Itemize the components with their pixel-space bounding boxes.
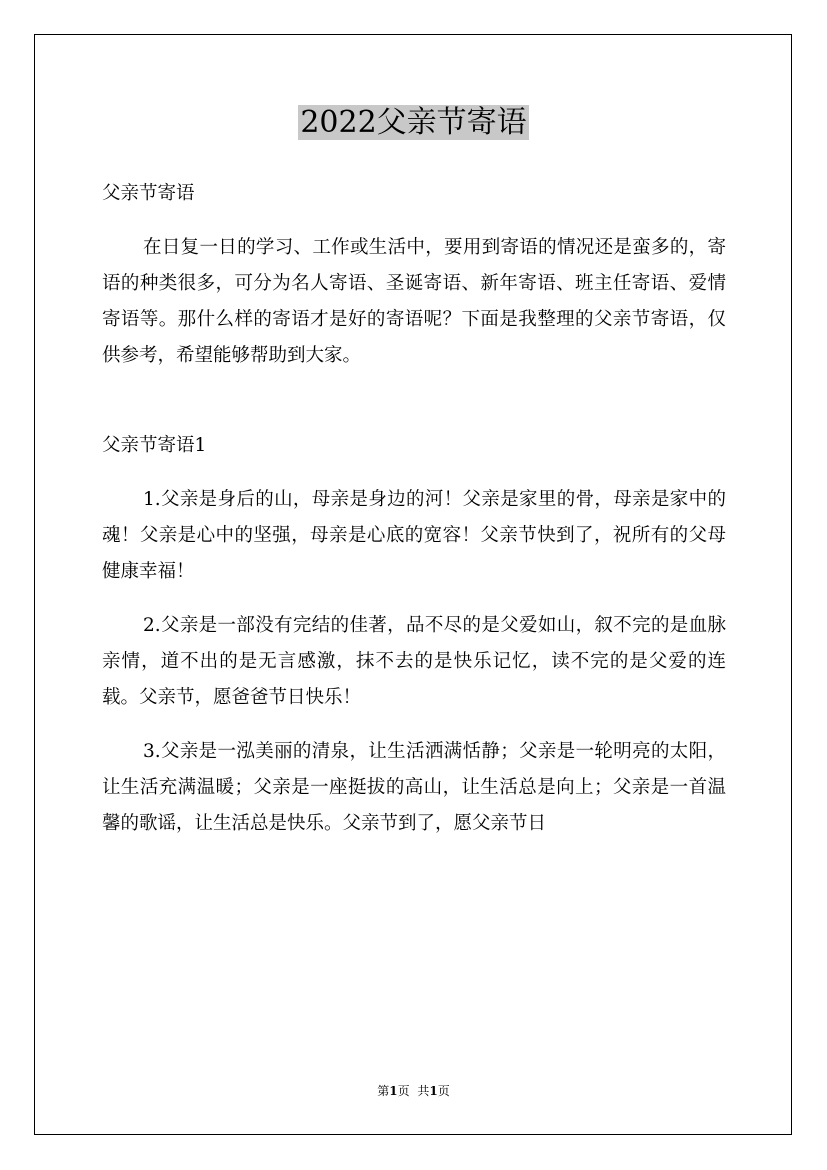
total-prefix: 共 — [417, 1084, 430, 1098]
page-prefix: 第 — [377, 1084, 390, 1098]
message-item-1: 1.父亲是身后的山，母亲是身边的河！父亲是家里的骨，母亲是家中的魂！父亲是心中的坚强，母亲是心底的宽容！父亲节快到了，祝所有的父母健康幸福！ — [102, 489, 726, 582]
message-item-2: 2.父亲是一部没有完结的佳著，品不尽的是父爱如山，叙不完的是血脉亲情，道不出的是无言感激，抹不去的是快乐记忆，读不完的是父爱的连载。父亲节，愿爸爸节日快乐！ — [102, 615, 726, 708]
page-footer — [0, 1083, 827, 1099]
page-current: 1 — [389, 1084, 398, 1098]
document-body — [102, 176, 726, 860]
total-suffix: 页 — [437, 1084, 450, 1098]
document-title — [0, 103, 827, 143]
subheading-1: 父亲节寄语1 — [102, 435, 207, 456]
title-text: 2022父亲节寄语 — [300, 105, 527, 140]
page-suffix: 页 — [397, 1084, 410, 1098]
message-item-3: 3.父亲是一泓美丽的清泉，让生活洒满恬静；父亲是一轮明亮的太阳，让生活充满温暖；父亲是一座挺拔的高山，让生活总是向上；父亲是一首温馨的歌谣，让生活总是快乐。父亲节到了，愿父亲节日 — [102, 741, 726, 834]
section-heading: 父亲节寄语 — [102, 183, 195, 204]
intro-paragraph: 在日复一日的学习、工作或生活中，要用到寄语的情况还是蛮多的，寄语的种类很多，可分为名人寄语、圣诞寄语、新年寄语、班主任寄语、爱情寄语等。那什么样的寄语才是好的寄语呢？下面是我整理的父亲节寄语，仅供参考，希望能够帮助到大家。 — [102, 237, 726, 366]
page-total: 1 — [429, 1084, 438, 1098]
